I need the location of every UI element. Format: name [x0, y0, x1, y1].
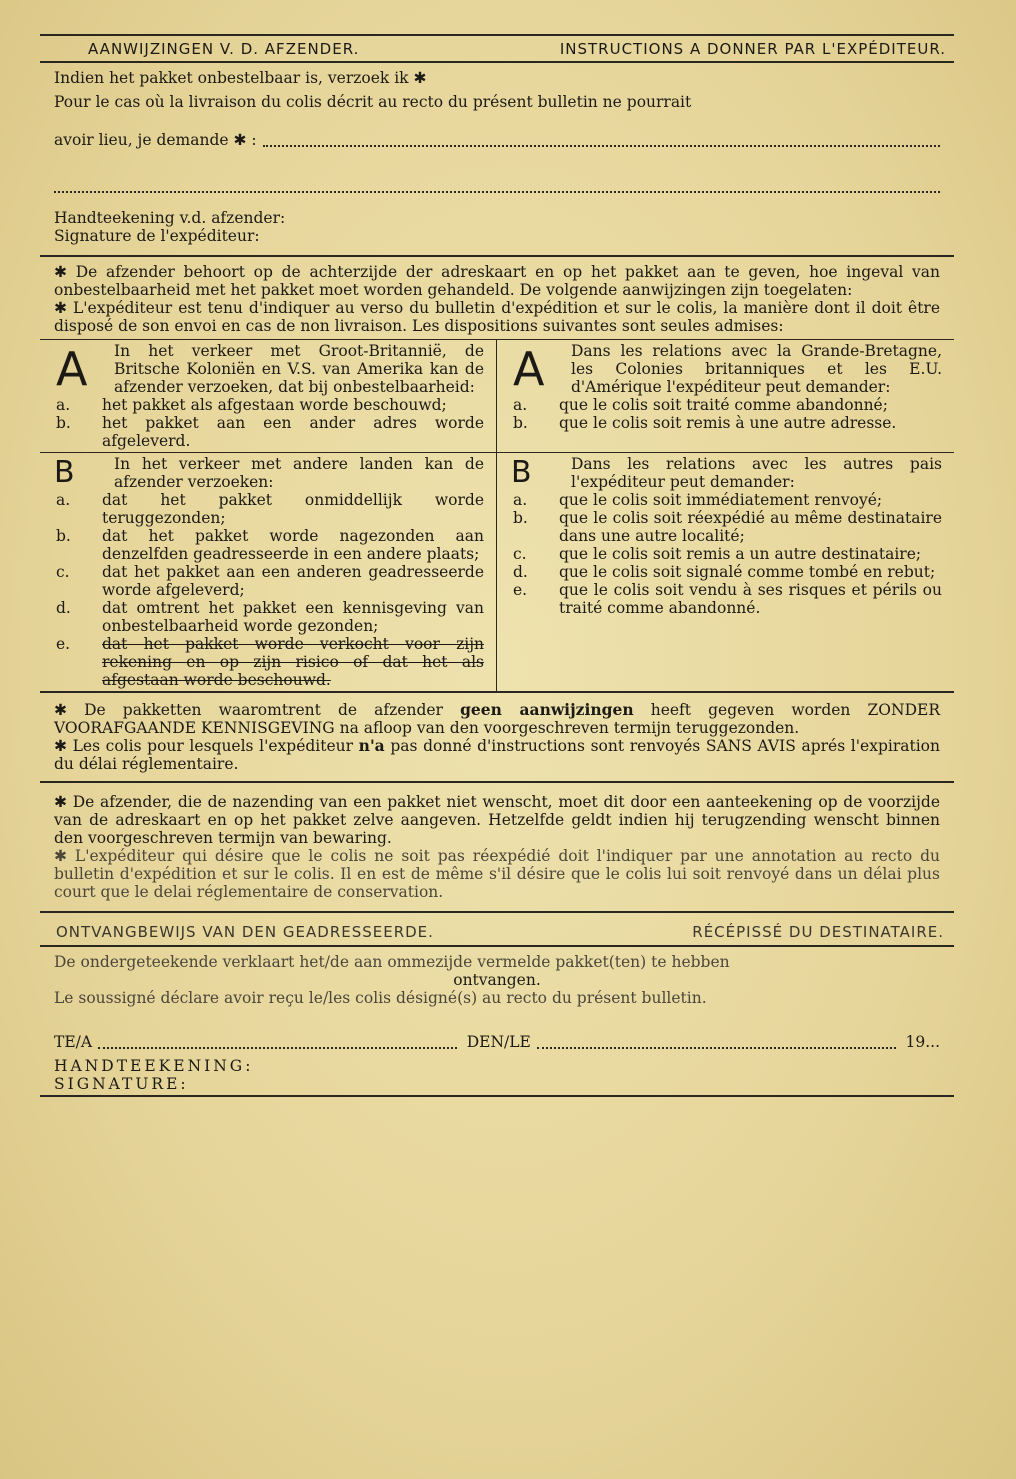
list-item: d. que le colis soit signalé comme tombé en rebut; [513, 563, 936, 581]
request-french-line1: Pour le cas où la livraison du colis décrit au recto du présent bulletin ne pourrait [54, 93, 692, 111]
section-a-letter-dutch: A [56, 342, 88, 396]
request-answer-line-2[interactable] [54, 177, 940, 193]
note-forwarding [40, 783, 954, 911]
receipt-header-dutch: ONTVANGBEWIJS VAN DEN GEADRESSEERDE. [56, 923, 434, 941]
receipt-header-french: RÉCÉPISSÉ DU DESTINATAIRE. [692, 923, 944, 941]
note-general-french: ✱ L'expéditeur est tenu d'indiquer au verso du bulletin d'expédition et sur le colis, la manière dont il doit être disposé de son envoi en cas de non livraison. Les dispositions suivantes sont seules admises: [54, 299, 940, 335]
note-forwarding-dutch: ✱ De afzender, die de nazending van een pakket niet wenscht, moet dit door een aanteekening op de voorzijde van de adreskaart en op het pakket zelve aangeven. Hetzelfde geldt indien hij terugzending wenscht binnen den voorgeschreven termijn van bewaring. [54, 793, 940, 847]
note-no-instructions [40, 693, 954, 781]
list-item: a. het pakket als afgestaan worde beschouwd; [56, 396, 447, 414]
receipt-place-date [40, 1033, 954, 1053]
note-forwarding-french: ✱ L'expéditeur qui désire que le colis ne soit pas réexpédié doit l'indiquer par une annotation au recto du bulletin d'expédition et sur le colis. Il en est de même s'il désire que le colis lui soit renvoyé dans un délai plus court que le delai réglementaire de conservation. [54, 847, 940, 901]
request-answer-line-1[interactable] [263, 131, 940, 147]
list-item: b. que le colis soit remis à une autre adresse. [513, 414, 897, 432]
receipt-declaration-dutch: De ondergeteekende verklaart het/de aan ommezijde vermelde pakket(ten) te hebben [54, 953, 730, 971]
section-b-intro-dutch: In het verkeer met andere landen kan de afzender verzoeken: [114, 455, 484, 491]
section-b-letter-dutch: B [54, 455, 75, 490]
place-field[interactable] [98, 1033, 457, 1049]
header-french: INSTRUCTIONS A DONNER PAR L'EXPÉDITEUR. [559, 40, 946, 58]
receipt-declaration-french: Le soussigné déclare avoir reçu le/les colis désigné(s) au recto du présent bulletin. [54, 989, 707, 1007]
date-field[interactable] [537, 1033, 896, 1049]
list-item-struck: e. dat het pakket worde verkocht voor zijn rekening en op zijn risico of dat het als afgestaan worde beschouwd. [56, 635, 484, 689]
list-item: c. dat het pakket aan een anderen geadresseerde worde afgeleverd; [56, 563, 484, 599]
list-item: b. dat het pakket worde nagezonden aan denzelfden geadresseerde in een andere plaats; [56, 527, 484, 563]
list-item: d. dat omtrent het pakket een kennisgeving van onbestelbaarheid worde gezonden; [56, 599, 484, 635]
section-a-french [497, 340, 954, 452]
section-a-letter-french: A [513, 342, 545, 396]
list-item: a. que le colis soit traité comme abandonné; [513, 396, 888, 414]
list-item: c. que le colis soit remis a un autre destinataire; [513, 545, 922, 563]
receipt-declaration [40, 947, 954, 1011]
section-a-intro-french: Dans les relations avec la Grande-Bretagne, les Colonies britanniques et les E.U. d'Amérique l'expéditeur peut demander: [571, 342, 942, 396]
note-general [40, 257, 954, 339]
receipt-header [40, 919, 954, 945]
instruction-form [40, 34, 954, 1097]
note-no-instructions-french: ✱ Les colis pour lesquels l'expéditeur n'a pas donné d'instructions sont renvoyés SANS AVIS aprés l'expiration du délai réglementaire. [54, 736, 940, 773]
section-b-dutch [40, 453, 497, 691]
section-a [40, 339, 954, 452]
section-b-intro-french: Dans les relations avec les autres pais l'expéditeur peut demander: [571, 455, 942, 491]
date-label: DEN/LE [466, 1033, 531, 1051]
section-b [40, 452, 954, 691]
receipt-declaration-dutch-end: ontvangen. [453, 971, 541, 989]
request-dutch: Indien het pakket onbestelbaar is, verzoek ik ✱ [54, 69, 427, 87]
list-item: e. que le colis soit vendu à ses risques et périls ou traité comme abandonné. [513, 581, 942, 617]
year-label: 19... [905, 1033, 941, 1051]
list-item: a. que le colis soit immédiatement renvoyé; [513, 491, 883, 509]
form-header [40, 36, 954, 61]
recipient-signature-dutch: HANDTEEKENING: [54, 1057, 254, 1075]
list-item: b. que le colis soit réexpédié au même destinataire dans une autre localité; [513, 509, 942, 545]
section-a-dutch [40, 340, 497, 452]
section-b-letter-french: B [511, 455, 532, 490]
note-no-instructions-dutch: ✱ De pakketten waaromtrent de afzender geen aanwijzingen heeft gegeven worden ZONDER VOORAFGAANDE KENNISGEVING na afloop van den voorgeschreven termijn teruggezonden. [54, 700, 940, 737]
request-french-line2: avoir lieu, je demande ✱ : [54, 131, 257, 149]
recipient-signature-french: SIGNATURE: [54, 1075, 189, 1093]
place-label: TE/A [54, 1033, 93, 1051]
list-item: b. het pakket aan een ander adres worde afgeleverd. [56, 414, 484, 450]
sender-signature-french: Signature de l'expéditeur: [54, 227, 260, 245]
sender-signature-dutch: Handteekening v.d. afzender: [54, 209, 286, 227]
note-general-dutch: ✱ De afzender behoort op de achterzijde der adreskaart en op het pakket aan te geven, hoe ingeval van onbestelbaarheid met het pakket moet worden gehandeld. De volgende aanwijzingen zijn toegelaten: [54, 263, 940, 299]
request-block [40, 63, 954, 245]
list-item: a. dat het pakket onmiddellijk worde teruggezonden; [56, 491, 484, 527]
section-a-intro-dutch: In het verkeer met Groot-Britannië, de Britsche Koloniën en V.S. van Amerika kan de afzender verzoeken, dat bij onbestelbaarheid: [114, 342, 484, 396]
header-dutch: AANWIJZINGEN V. D. AFZENDER. [88, 40, 360, 58]
section-b-french [497, 453, 954, 691]
